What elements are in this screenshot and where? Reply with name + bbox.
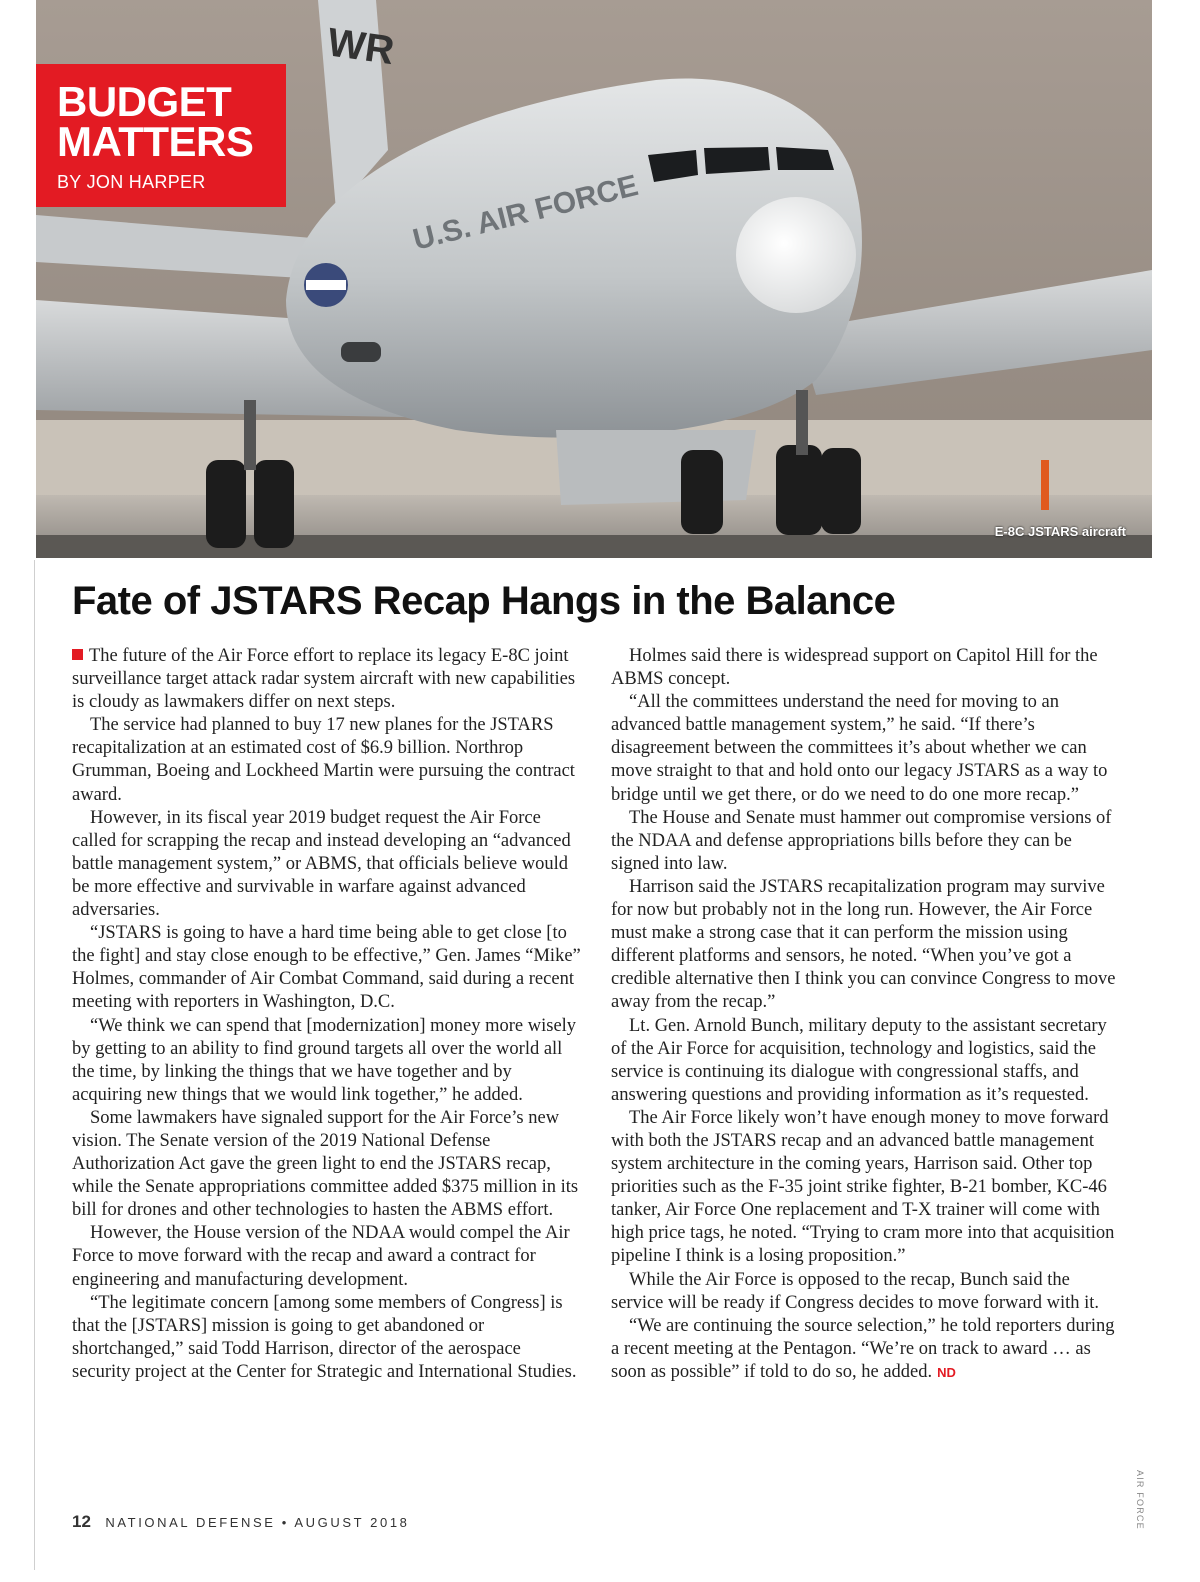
main-gear-right-wheel: [776, 445, 822, 535]
paragraph: The future of the Air Force effort to replace its legacy E-8C joint surveillance target attack radar system aircraft with new capabilities is cloudy as lawmakers differ on next steps.: [72, 646, 576, 713]
wing-light: [341, 342, 381, 362]
page-left-rule: [34, 560, 35, 1570]
radome-nose: [736, 197, 856, 313]
main-gear-left-wheel-2: [254, 460, 294, 548]
fuselage-lettering: U.S. AIR FORCE: [409, 168, 642, 257]
paragraph: Lt. Gen. Arnold Bunch, military deputy to the assistant secretary of the Air Force for acquisition, technology and logistics, said the service is continuing its dialogue with congressional staffs, and answering questions and providing information as it’s requested.: [611, 1015, 1107, 1105]
lead-square-icon: [72, 649, 83, 660]
photo-credit: AIR FORCE: [1135, 1470, 1145, 1530]
publication-info: NATIONAL DEFENSE • AUGUST 2018: [105, 1515, 410, 1530]
paragraph: “All the committees understand the need for moving to an advanced battle management system,” he said. “If there’s disagreement between the committees it’s about whether we can move straight to that and hold onto our legacy JSTARS as a way to bridge until we get there, or do we need to do one more recap.”: [611, 692, 1108, 805]
photo-caption: E-8C JSTARS aircraft: [994, 524, 1126, 539]
paragraph: “We are continuing the source selection,” he told reporters during a recent meeting at the Pentagon. “We’re on track to award … as soon as possible” if told to do so, he added. ND: [611, 1315, 1115, 1382]
main-gear-right-wheel-2: [821, 448, 861, 534]
section-title-line2: MATTERS: [57, 118, 254, 165]
cockpit-window-right: [776, 147, 834, 170]
paragraph: The service had planned to buy 17 new planes for the JSTARS recapitalization at an estimated cost of $6.9 billion. Northrop Grumman, Boeing and Lockheed Martin were pursuing the contract award.: [72, 715, 575, 805]
paragraph: “We think we can spend that [modernization] money more wisely by getting to an ability to find ground targets all over the world all the time, by linking the things that we have together and by acquiring new things that we would link together,” he added.: [72, 1015, 577, 1105]
cockpit-window-center: [704, 147, 770, 174]
paragraph: The Air Force likely won’t have enough money to move forward with both the JSTARS recap and an advanced battle management system architecture in the coming years, Harrison said. Other top priorities such as the F-35 joint strike fighter, B-21 bomber, KC-46 tanker, Air Force One replacement and T-X trainer will come with high price tags, he noted. “Trying to cram more into that acquisition pipeline I think is a losing proposition.”: [611, 1107, 1115, 1267]
paragraph: While the Air Force is opposed to the recap, Bunch said the service will be ready if Congress decides to move forward with it.: [611, 1269, 1100, 1313]
page-number: 12: [72, 1512, 91, 1531]
article-headline: Fate of JSTARS Recap Hangs in the Balance: [72, 579, 896, 623]
paragraph: Harrison said the JSTARS recapitalization program may survive for now but probably not in the long run. However, the Air Force must make a strong case that it can perform the mission using different platforms and sensors, he noted. “When you’ve got a credible alternative then I think you can convince Congress to move away from the recap.”: [611, 876, 1116, 1013]
traffic-cone: [1041, 460, 1049, 510]
main-gear-left-wheel: [206, 460, 246, 548]
section-badge: [36, 64, 286, 207]
paragraph: “The legitimate concern [among some members of Congress] is that the [JSTARS] mission is going to get abandoned or shortchanged,” said Todd Harrison, director of the aerospace security project at the Center for Strategic and International Studies.: [72, 1292, 577, 1382]
paragraph: Some lawmakers have signaled support for the Air Force’s new vision. The Senate version of the 2019 National Defense Authorization Act gave the green light to end the JSTARS recap, while the Senate appropriations committee added $375 million in its bill for drones and other technologies to hasten the ABMS effort.: [72, 1107, 579, 1221]
radar-canoe: [556, 430, 756, 505]
paragraph: However, the House version of the NDAA would compel the Air Force to move forward with the recap and award a contract for engineering and manufacturing development.: [72, 1223, 570, 1290]
paragraph: However, in its fiscal year 2019 budget request the Air Force called for scrapping the recap and instead developing an “advanced battle management system,” or ABMS, that officials believe would be more effective and survivable in warfare against advanced adversaries.: [72, 807, 571, 921]
article-column-left: [72, 645, 582, 1384]
page-footer: [72, 1512, 409, 1532]
main-gear-left-strut: [244, 400, 256, 470]
section-title-line1: BUDGET: [57, 78, 232, 125]
main-gear-right-strut: [796, 390, 808, 455]
paragraph: Holmes said there is widespread support on Capitol Hill for the ABMS concept.: [611, 646, 1098, 690]
tail-code: WR: [324, 20, 397, 74]
section-title: [57, 78, 254, 165]
nose-gear-wheel: [681, 450, 723, 534]
paragraph: The House and Senate must hammer out compromise versions of the NDAA and defense appropriations bills before they can be signed into law.: [611, 807, 1112, 874]
end-mark: ND: [937, 1364, 956, 1380]
paragraph: “JSTARS is going to have a hard time being able to get close [to the fight] and stay close enough to be effective,” Gen. James “Mike” Holmes, commander of Air Combat Command, said during a recent meeting with reporters in Washington, D.C.: [72, 923, 581, 1013]
byline: BY JON HARPER: [57, 172, 206, 192]
runway-edge: [36, 535, 1152, 558]
article-column-right: [611, 645, 1121, 1384]
